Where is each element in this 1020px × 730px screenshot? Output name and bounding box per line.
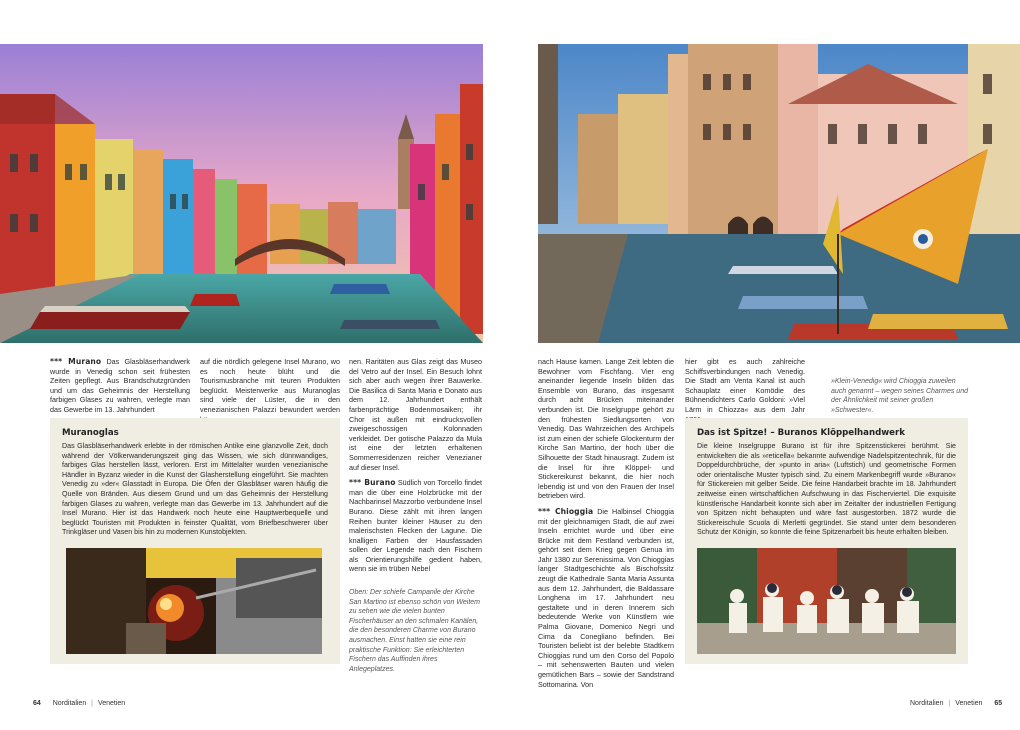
lace-text: Die kleine Inselgruppe Burano ist für ihre Spitzenstickerei berühmt. Sie entwickelten die als »reticella« bekannte aufwendige Nadelspitzentechnik, für die Doppeldurchbrüche, der »punto in aria« (Luftstich) und geometrische Formen oder orientalische Muster typisch sind. Zu einem Markenbegriff wurde »Burano« für Stickereien mit gelber Seide. Die feine Handarbeit brachte im 18. Jahrhundert zeitweise einen wirtschaftlichen Aufschwung in das Fischerviertel. Die exquisite künstlerische Handarbeit konnte sich aber im Zeitalter der industriellen Fertigung von Spitzen nicht behaupten und wäre fast ausgestorben. 1872 wurde die Stickereischule Scuola di Merletti gegründet. Sie stand unter dem besonderen Schutz der Königin, so konnte die feine Spitzenarbeit bis heute erhalten bleiben. xyxy=(697,442,956,537)
glassblowing-photo xyxy=(66,548,322,654)
burano-column xyxy=(349,357,482,680)
page-number-right: 65 xyxy=(994,700,1003,707)
footer-area-left: Venetien xyxy=(97,700,126,707)
murano-kicker: *** Murano xyxy=(50,357,102,366)
muranoglas-title: Muranoglas xyxy=(62,428,119,438)
burano-continued-text: nach Hause kamen. Lange Zeit lebten die Bewohner vom Fischfang. Vier eng aneinander liegende Inseln bilden das Ensemble von Burano, das insgesamt durch acht Brücken miteinander verbunden ist. Die Inselgruppe gehört zu den frühesten Siedlungsorten von Venedig. Das Wahrzeichen des Archipels ist zum einen der schiefe Glockenturm der Kirche San Martino, der hoch über die Silhouette der Stadt hinausragt. Zudem ist die Insel für ihre Klöppel- und Stickereikunst bekannt, die hier noch lebendig ist und von den Frauen der Insel betrieben wird. xyxy=(538,357,674,501)
muranoglas-text: Das Glasbläserhandwerk erlebte in der römischen Antike eine glanzvolle Zeit, doch während der Völkerwanderungszeit ging das Wissen, wie sich dünnwandiges, farbiges Glas herstellen lässt, verloren. Erst im Mittelalter wurden venezianische Händler in Byzanz wieder in die Kunst der Glasherstellung eingeführt. Sie machten Venedig zu »der« Glasstadt in Europa. Die Öfen der Glasbläser waren häufig die Quelle von Bränden. Aus diesem Grund und um das Geheimnis der Herstellung farbigen Glases zu wahren, verlegte man das Gewerbe im 13. Jahrhundert auf die Insel Murano. Hier ist das Handwerk noch heute eine Hauptwerbequelle und beglückt Touristen mit Produkten in feinster Qualität, vom Briefbeschwerer über Trinkgläser und Vasen bis hin zu modernen Kunstobjekten. xyxy=(62,442,328,537)
burano-canal-photo xyxy=(0,44,483,343)
chioggia-photo-caption: »Klein-Venedig« wird Chioggia zuweilen auch genannt – wegen seines Charmes und der Ähnlichkeit mit seiner großen »Schwester«. xyxy=(831,378,968,414)
murano-continued-text: auf die nördlich gelegene Insel Murano, wo es noch heute blüht und die Tourismusbranche mit teuren Produkten beglückt. Meisterwerke aus Muranoglas sind viele der Lüster, die in den venezianischen Palazzi bewundert werden xyxy=(200,357,340,414)
lacemakers-photo xyxy=(697,548,956,654)
murano-intro-column xyxy=(50,357,190,421)
muranoglas-infobox xyxy=(50,418,340,664)
right-footer xyxy=(910,700,1002,707)
chioggia-text: Die Halbinsel Chioggia mit der gleichnamigen Stadt, die auf zwei Inseln errichtet wurde und über eine Brücke mit dem Festland verbunden ist, gehört seit dem Krieg gegen Genua im Jahr 1380 zur Serenissima. Von Chioggias langer Stadtgeschichte als Bischofssitz zeugt die Kathedrale Santa Maria Assunta aus dem 12. Jahrhundert, die Baldassare Longhena im 17. Jahrhundert neu gestaltete und in deren Innerem sich bedeutende Werke von Künstlern wie Palma Giovane, Domenico Negri und Cima da Conegliano befinden. Bei Touristen beliebt ist der belebte Stadtkern Chioggias rund um den Corso del Popolo – mit sehenswerten Bauten und vielen gemütlichen Bars – sowie der Sandstrand Sottomarina. Von xyxy=(538,506,674,689)
burano-kicker: *** Burano xyxy=(349,478,396,488)
chioggia-continued-text: hier gibt es auch zahlreiche Schiffsverbindungen nach Venedig. Die Stadt am Venta Kanal ist auch Schauplatz einer Komödie des Bühnendichters Carlo Goldoni: »Viel Lärm in Chiozza« aus dem Jahr xyxy=(685,357,805,414)
chioggia-kicker: *** Chioggia xyxy=(538,506,594,516)
page-number-left: 64 xyxy=(33,700,41,707)
footer-region-left: Norditalien xyxy=(52,700,87,707)
lace-title: Das ist Spitze! – Buranos Klöppelhandwerk xyxy=(697,428,905,438)
right-page xyxy=(510,0,1020,730)
left-footer xyxy=(33,700,125,707)
footer-area-right: Venetien xyxy=(955,700,983,707)
murano-sights-text: nen. Raritäten aus Glas zeigt das Museo del Vetro auf der Insel. Ein Besuch lohnt sich aber auch wegen ihrer Bauwerke. Die Basilica di Santa Maria e Donato aus dem 12. Jahrhundert enthält farbenprächtige Bodenmosaiken; ihr Chor ist außen mit eindrucksvollen zweigeschossigen Kolonnaden verkleidet. Der gotische Palazzo da Mula ist eine der letzten erhaltenen Sommerresidenzen reicher Venezianer auf dieser Insel. xyxy=(349,357,482,472)
footer-region-right: Norditalien xyxy=(910,700,944,707)
footer-separator-right: | xyxy=(948,700,951,707)
footer-separator-left: | xyxy=(91,700,93,707)
burano-chioggia-column xyxy=(538,357,674,695)
chioggia-canal-photo xyxy=(538,44,1020,343)
burano-photo-caption: Oben: Der schiefe Campanile der Kirche San Martino ist ebenso schön von Weitem zu sehen wie die vielen bunten Fischerhäuser an den schmalen Kanälen, die den besonderen Charme von Burano ausmachen. Einst hatten sie eine rein praktische Funktion: Sie erleichterten Fischern das Auffinden ihres Anlegeplatzes. xyxy=(349,589,480,673)
lace-infobox xyxy=(685,418,968,664)
burano-text: Südlich von Torcello findet man die über eine Holzbrücke mit der Nachbarinsel Mazzorbo verbundene Insel Burano. Diese zählt mit ihren langen Reihen bunter kleiner Häuser zu den malerischsten Flecken der Lagune. Die knalligen Farben der Hausfassaden sollen der Legende nach den Fischern als Orientierungshilfe gedient haben, wenn sie im trüben Nebel xyxy=(349,478,483,574)
murano-intro-text: Das Glasbläserhandwerk wurde in Venedig schon seit frühesten Zeiten gepflegt. Aus Brandschutzgründen und um das Geheimnis der Herstellung farbigen Glases zu wahren, verlegte man das Gewerbe im 13. Jahrhundert xyxy=(50,357,191,414)
